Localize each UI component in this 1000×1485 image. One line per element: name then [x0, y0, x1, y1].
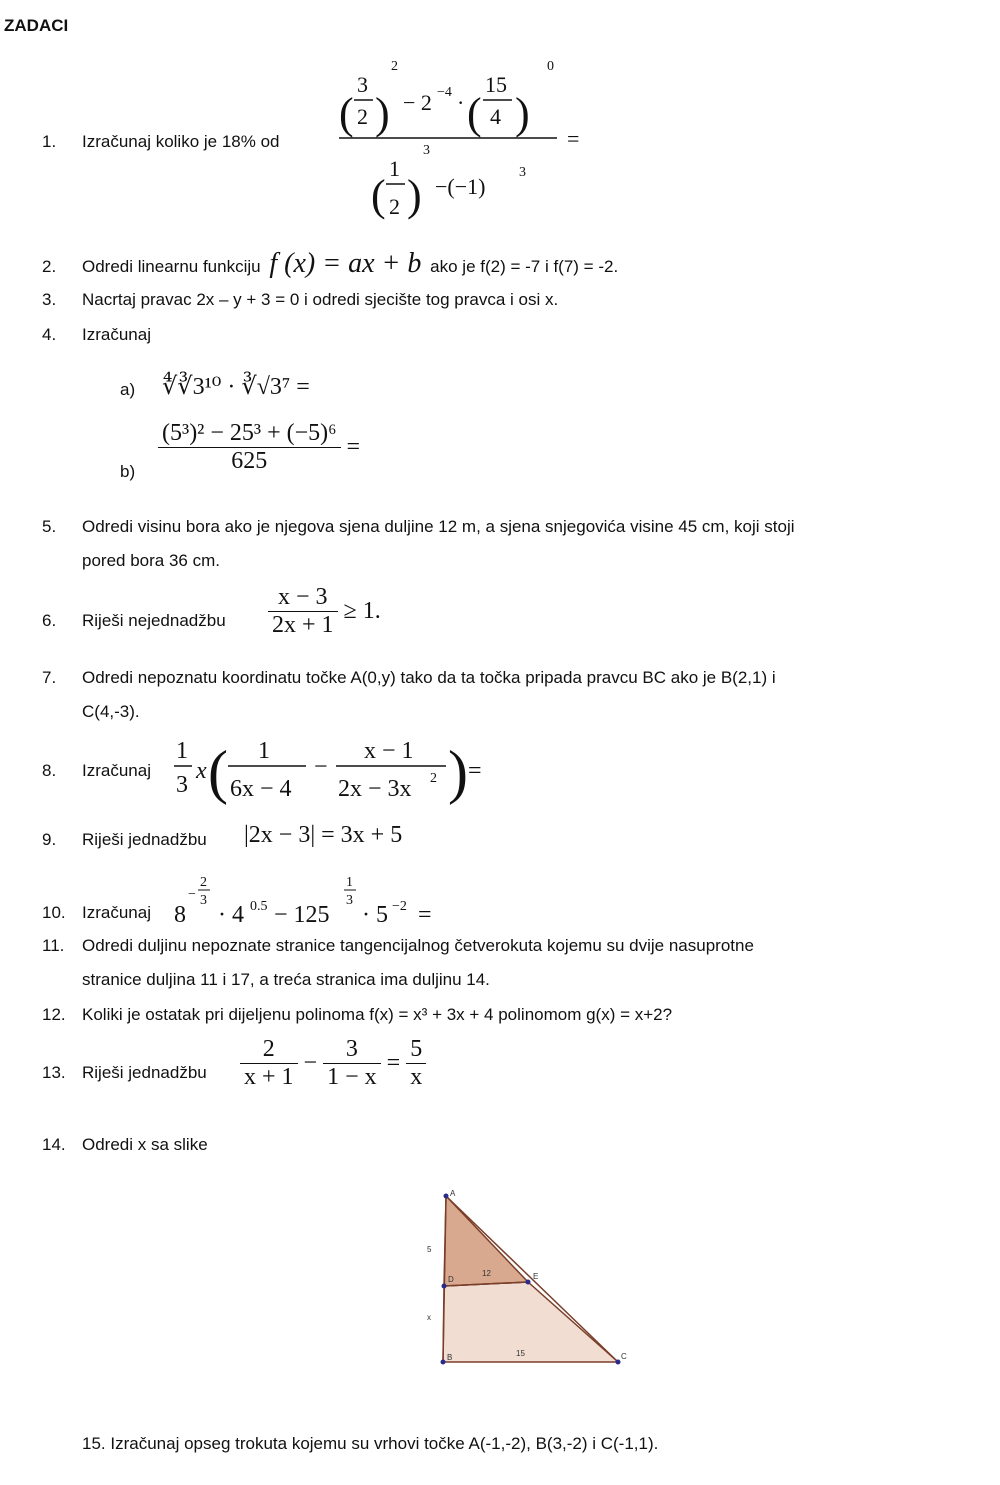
task-number: 7.	[42, 668, 57, 687]
svg-text:8: 8	[174, 902, 186, 928]
svg-text:3: 3	[176, 772, 188, 798]
task-text: Riješi jednadžbu	[82, 1063, 207, 1082]
task-12	[42, 1005, 672, 1025]
trapezoid-dbce	[443, 1282, 618, 1362]
svg-text:−(−1): −(−1)	[435, 174, 486, 199]
task-1	[42, 132, 280, 152]
task-text: Izračunaj koliko je 18% od	[82, 132, 280, 151]
svg-text:1: 1	[346, 875, 353, 890]
formula-6-denominator: 2x + 1	[268, 611, 338, 639]
svg-text:2: 2	[430, 771, 437, 786]
svg-text:): )	[407, 171, 422, 220]
label-d: D	[448, 1275, 454, 1284]
task-4a-label: a)	[120, 380, 136, 399]
svg-text:1: 1	[389, 156, 400, 181]
task-11	[42, 936, 754, 956]
formula-13-n2: 3	[345, 1036, 358, 1062]
task-number: 13.	[42, 1063, 66, 1082]
formula-13-n1: 2	[262, 1036, 275, 1062]
formula-2: f (x) = ax + b	[269, 248, 422, 279]
label-c: C	[621, 1352, 627, 1361]
label-side-ad: 5	[427, 1245, 432, 1254]
task-4b-label: b)	[120, 462, 136, 481]
task-number: 14.	[42, 1135, 66, 1154]
task-11-line2: stranice duljina 11 i 17, a treća stranica ima duljinu 14.	[82, 970, 490, 989]
svg-text:x: x	[196, 758, 207, 784]
svg-text:−4: −4	[437, 85, 452, 100]
svg-text:· 5: · 5	[362, 902, 388, 928]
svg-text:1: 1	[258, 738, 270, 764]
svg-text:−2: −2	[392, 899, 407, 914]
task-4	[42, 325, 151, 345]
label-b: B	[447, 1353, 453, 1362]
task-text: Odredi visinu bora ako je njegova sjena duljine 12 m, a sjena snjegovića visine 45 cm, koji stoji	[82, 517, 795, 536]
formula-6-numerator: x − 3	[278, 584, 328, 610]
task-5-line2: pored bora 36 cm.	[82, 551, 220, 570]
svg-text:): )	[515, 89, 530, 138]
formula-8	[172, 730, 492, 810]
svg-text:3: 3	[200, 893, 207, 908]
task-number: 9.	[42, 830, 57, 849]
task-15	[82, 1434, 658, 1454]
label-side-de: 12	[482, 1269, 491, 1278]
svg-text:(: (	[467, 89, 482, 138]
task-number: 11.	[42, 936, 65, 955]
point-b	[441, 1360, 446, 1365]
task-6	[42, 611, 226, 631]
task-text: Izračunaj	[82, 903, 151, 922]
svg-text:(: (	[371, 171, 386, 220]
task-text: Odredi duljinu nepoznate stranice tangencijalnog četverokuta kojemu su dvije nasuprotne	[82, 936, 754, 955]
task-number: 5.	[42, 517, 57, 536]
svg-text:3: 3	[519, 165, 526, 180]
formula-13-d2: 1 − x	[323, 1063, 381, 1091]
task-3	[42, 290, 558, 310]
label-a: A	[450, 1189, 456, 1198]
task-number: 2.	[42, 257, 57, 276]
svg-text:2: 2	[391, 59, 398, 74]
svg-text:· 4: · 4	[218, 902, 244, 928]
formula-13-d1: x + 1	[240, 1063, 298, 1091]
svg-text:·: ·	[457, 90, 465, 115]
formula-6	[268, 584, 381, 639]
formula-13-n3: 5	[410, 1036, 423, 1062]
svg-text:− 125: − 125	[274, 902, 330, 928]
formula-4a: ∜∛3¹⁰ · ∛√3⁷ =	[162, 374, 310, 400]
task-number: 4.	[42, 325, 57, 344]
task-text: Riješi nejednadžbu	[82, 611, 226, 630]
point-a	[444, 1194, 449, 1199]
task-14	[42, 1135, 208, 1155]
task-text: Odredi linearnu funkciju	[82, 257, 261, 276]
task-text: Nacrtaj pravac 2x – y + 3 = 0 i odredi sjecište tog pravca i osi x.	[82, 290, 559, 309]
point-e	[526, 1280, 531, 1285]
label-side-db: x	[427, 1313, 431, 1322]
task-number: 15.	[82, 1434, 106, 1453]
label-side-bc: 15	[516, 1349, 525, 1358]
svg-text:(: (	[208, 739, 228, 805]
task-9	[42, 830, 207, 850]
task-number: 3.	[42, 290, 57, 309]
svg-text:): )	[448, 739, 468, 805]
task-text: Izračunaj	[82, 761, 151, 780]
triangle-figure	[410, 1180, 640, 1380]
svg-text:=: =	[418, 902, 432, 928]
svg-text:): )	[375, 89, 390, 138]
svg-text:2: 2	[200, 875, 207, 890]
task-text: Izračunaj opseg trokuta kojemu su vrhovi točke A(-1,-2), B(3,-2) i C(-1,1).	[110, 1434, 659, 1453]
task-text: Riješi jednadžbu	[82, 830, 207, 849]
task-7-line2: C(4,-3).	[82, 702, 140, 721]
task-text: Koliki je ostatak pri dijeljenu polinoma f(x) = x³ + 3x + 4 polinomom g(x) = x+2?	[82, 1005, 673, 1024]
task-7	[42, 668, 776, 688]
formula-9: |2x − 3| = 3x + 5	[244, 822, 403, 848]
formula-10	[172, 870, 452, 930]
task-5	[42, 517, 795, 537]
task-2	[42, 248, 618, 280]
formula-6-relation: ≥ 1.	[343, 598, 381, 624]
svg-text:−: −	[188, 887, 196, 902]
task-number: 8.	[42, 761, 57, 780]
task-text: Odredi x sa slike	[82, 1135, 208, 1154]
svg-text:3: 3	[357, 72, 368, 97]
formula-13: $\frac{2}{x + 1}$ − $\frac{3}{1 - x}$ = $\frac{5}{x}$	[240, 1036, 426, 1091]
task-8	[42, 761, 151, 781]
svg-text:2x − 3x: 2x − 3x	[338, 776, 412, 802]
svg-text:=: =	[567, 126, 580, 151]
svg-text:3: 3	[346, 893, 353, 908]
svg-text:3: 3	[423, 143, 430, 158]
svg-text:6x − 4: 6x − 4	[230, 776, 292, 802]
formula-4b-numerator: (5³)² − 25³ + (−5)⁶	[162, 420, 337, 446]
label-e: E	[533, 1272, 539, 1281]
svg-text:1: 1	[176, 738, 188, 764]
svg-text:2: 2	[389, 194, 400, 219]
svg-text:0: 0	[547, 59, 554, 74]
task-text-after: ako je f(2) = -7 i f(7) = -2.	[430, 257, 619, 276]
svg-text:−: −	[314, 754, 328, 780]
formula-4b: $\frac{\text{(5³)² − 25³ + (−5)⁶}}{625}$ =	[158, 420, 360, 475]
svg-text:0.5: 0.5	[250, 899, 268, 914]
task-number: 6.	[42, 611, 57, 630]
task-text: Izračunaj	[82, 325, 151, 344]
formula-4b-denominator: 625	[158, 447, 341, 475]
task-number: 1.	[42, 132, 57, 151]
page-title: ZADACI	[4, 16, 69, 35]
svg-text:x − 1: x − 1	[364, 738, 414, 764]
svg-text:4: 4	[490, 104, 501, 129]
svg-text:=: =	[468, 758, 482, 784]
point-c	[616, 1360, 621, 1365]
point-d	[442, 1284, 447, 1289]
task-number: 10.	[42, 903, 66, 922]
svg-text:2: 2	[357, 104, 368, 129]
task-text: Odredi nepoznatu koordinatu točke A(0,y) tako da ta točka pripada pravcu BC ako je B(2,1) i	[82, 668, 776, 687]
task-13	[42, 1063, 207, 1083]
svg-text:15: 15	[485, 72, 507, 97]
svg-text:− 2: − 2	[403, 90, 432, 115]
formula-1	[335, 50, 595, 225]
formula-13-d3: x	[406, 1063, 426, 1091]
svg-text:(: (	[339, 89, 354, 138]
task-10	[42, 903, 151, 923]
task-number: 12.	[42, 1005, 66, 1024]
